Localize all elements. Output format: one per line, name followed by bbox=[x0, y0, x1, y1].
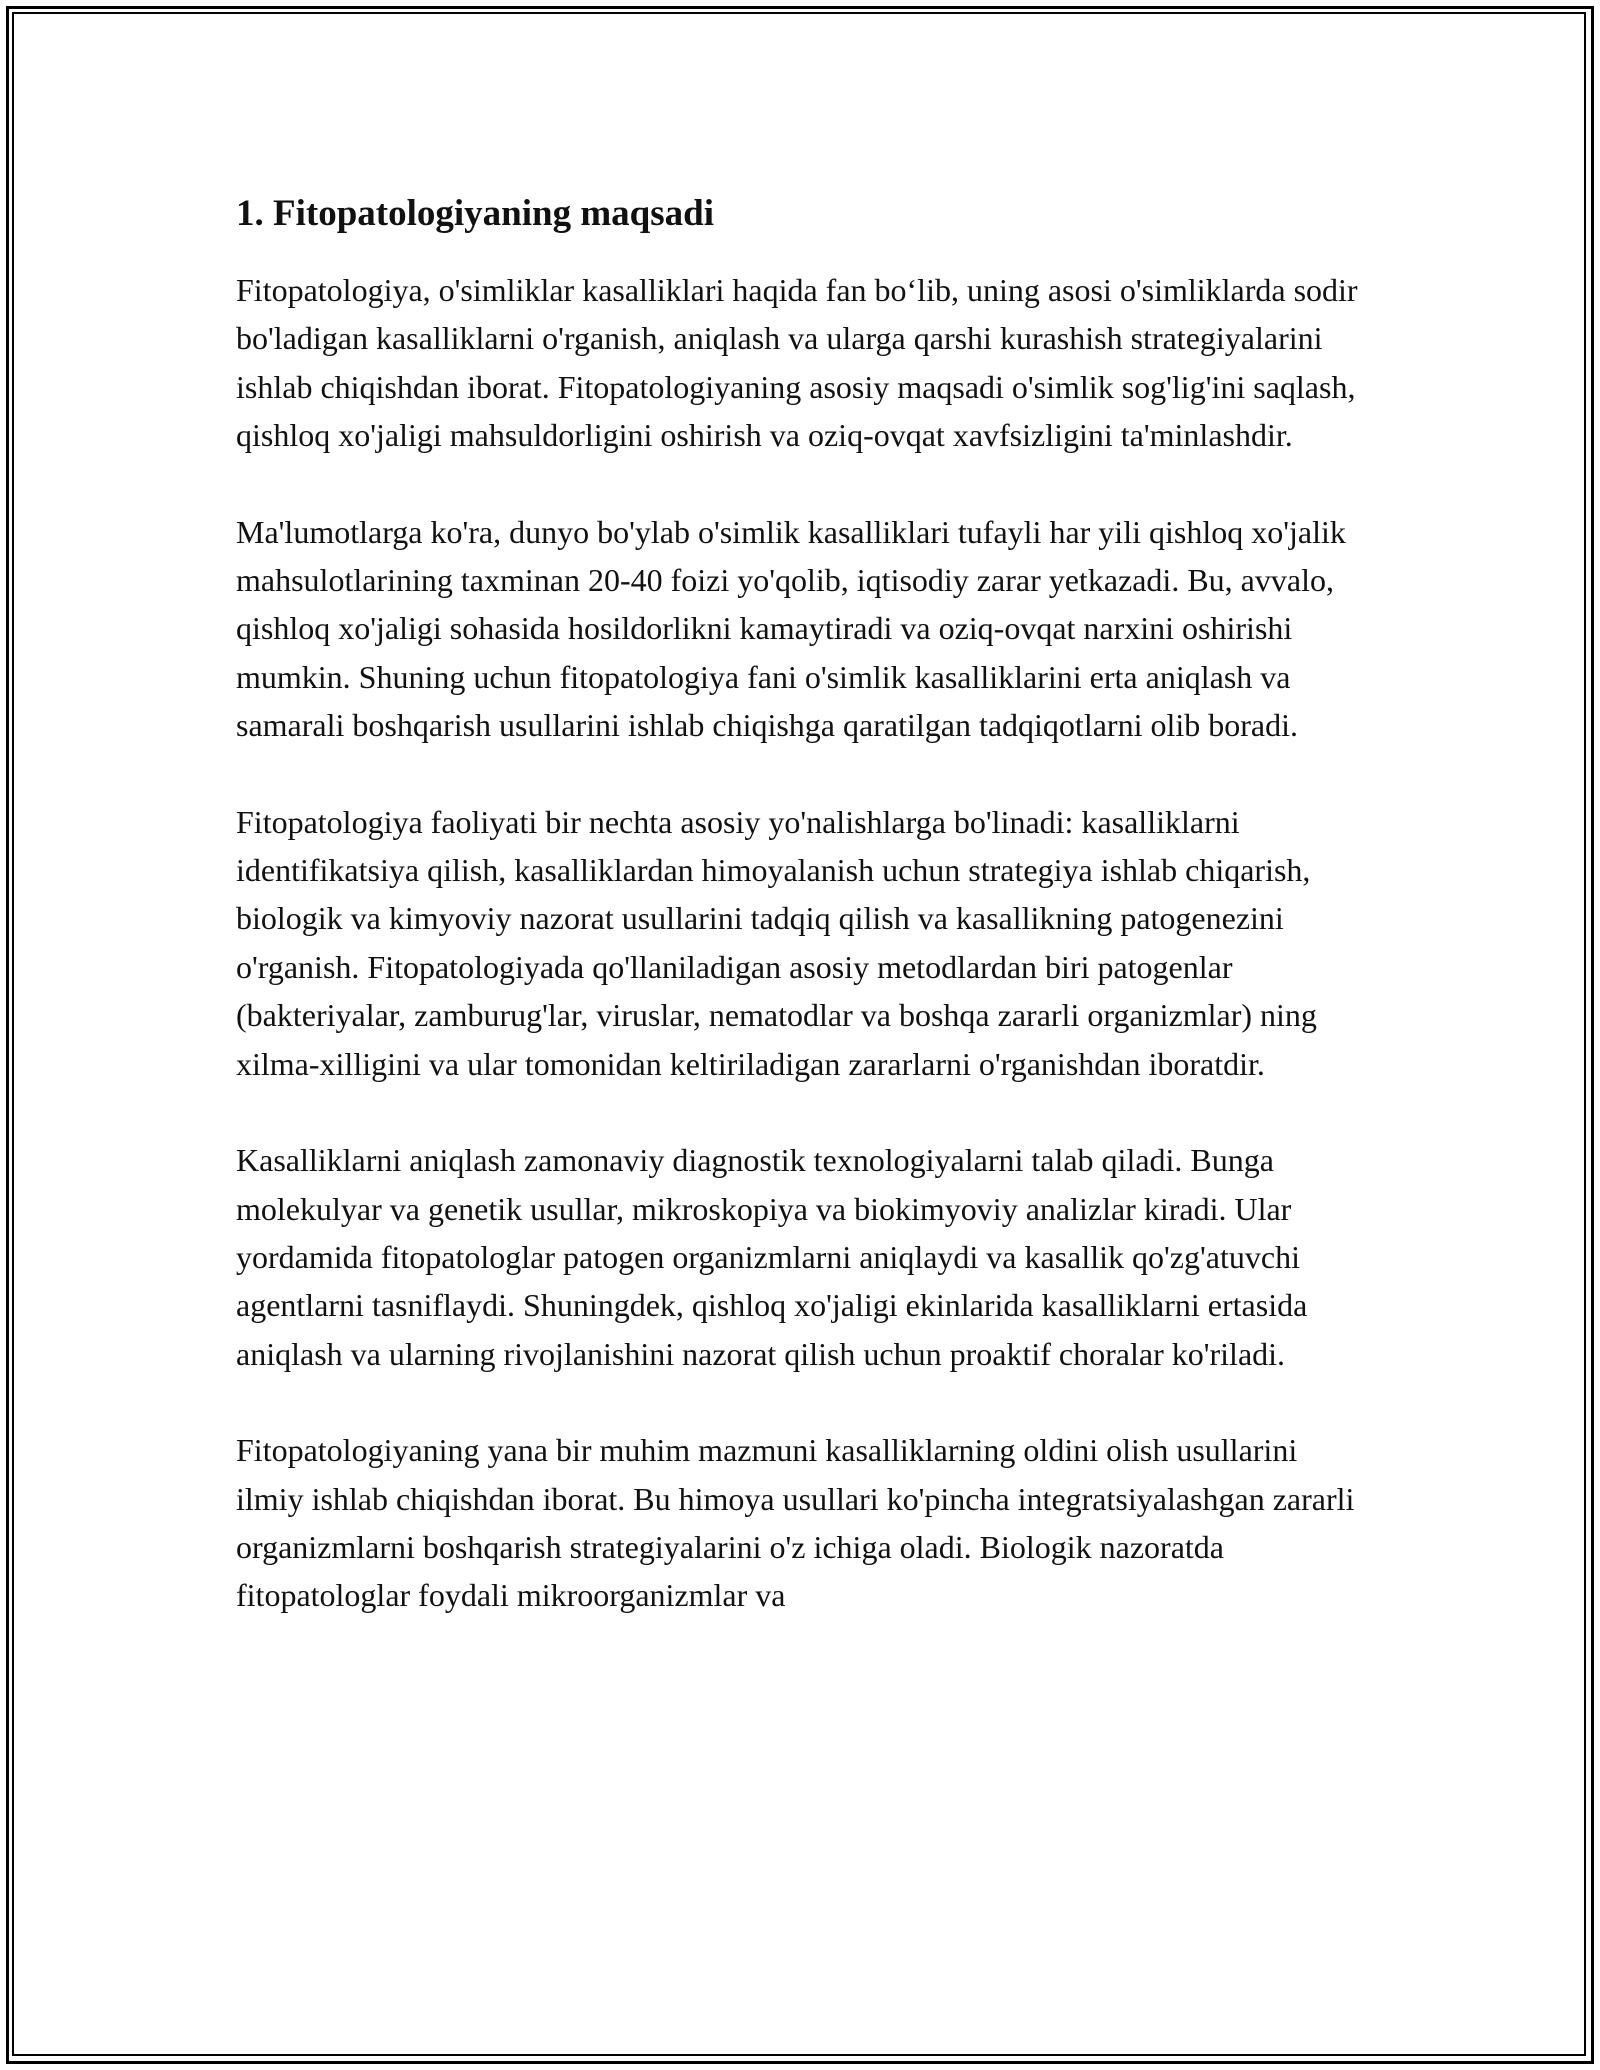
paragraph-2: Ma'lumotlarga ko'ra, dunyo bo'ylab o'simlik kasalliklari tufayli har yili qishloq xo'jalik mahsulotlarining taxminan 20-40 foizi yo'qolib, iqtisodiy zarar yetkazadi. Bu, avvalo, qishloq xo'jaligi sohasida hosildorlikni kamaytiradi va oziq-ovqat narxini oshirishi mumkin. Shuning uchun fitopatologiya fani o'simlik kasalliklarini erta aniqlash va samarali boshqarish usullarini ishlab chiqishga qaratilgan tadqiqotlarni olib boradi. bbox=[236, 513, 1346, 744]
paragraph-3: Fitopatologiya faoliyati bir nechta asosiy yo'nalishlarga bo'linadi: kasalliklarni identifikatsiya qilish, kasalliklardan himoyalanish uchun strategiya ishlab chiqarish, biologik va kimyoviy nazorat usullarini tadqiq qilish va kasallikning patogenezini o'rganish. Fitopatologiyada qo'llaniladigan asosiy metodlardan biri patogenlar (bakteriyalar, zamburug'lar, viruslar, nematodlar va boshqa zararli organizmlar) ning xilma-xilligini va ular tomonidan keltiriladigan zararlarni o'rganishdan iboratdir. bbox=[236, 803, 1317, 1082]
paragraph-1: Fitopatologiya, o'simliklar kasalliklari haqida fan bo‘lib, uning asosi o'simliklarda sodir bo'ladigan kasalliklarni o'rganish, aniqlash va ularga qarshi kurashish strategiyalarini ishlab chiqishdan iborat. Fitopatologiyaning asosiy maqsadi o'simlik sog'lig'ini saqlash, qishloq xo'jaligi mahsuldorligini oshirish va oziq-ovqat xavfsizligini ta'minlashdir. bbox=[236, 272, 1358, 454]
document-body bbox=[236, 184, 1366, 1668]
paragraph-4: Kasalliklarni aniqlash zamonaviy diagnostik texnologiyalarni talab qiladi. Bunga molekulyar va genetik usullar, mikroskopiya va biokimyoviy analizlar kiradi. Ular yordamida fitopatologlar patogen organizmlarni aniqlaydi va kasallik qo'zg'atuvchi agentlarni tasniflaydi. Shuningdek, qishloq xo'jaligi ekinlarida kasalliklarni ertasida aniqlash va ularning rivojlanishini nazorat qilish uchun proaktif choralar ko'riladi. bbox=[236, 1142, 1308, 1372]
paragraph-5: Fitopatologiyaning yana bir muhim mazmuni kasalliklarning oldini olish usullarini ilmiy ishlab chiqishdan iborat. Bu himoya usullari ko'pincha integratsiyalashgan zararli organizmlarni boshqarish strategiyalarini o'z ichiga oladi. Biologik nazoratda fitopatologlar foydali mikroorganizmlar va bbox=[236, 1432, 1355, 1614]
section-heading: 1. Fitopatologiyaning maqsadi bbox=[236, 193, 715, 234]
